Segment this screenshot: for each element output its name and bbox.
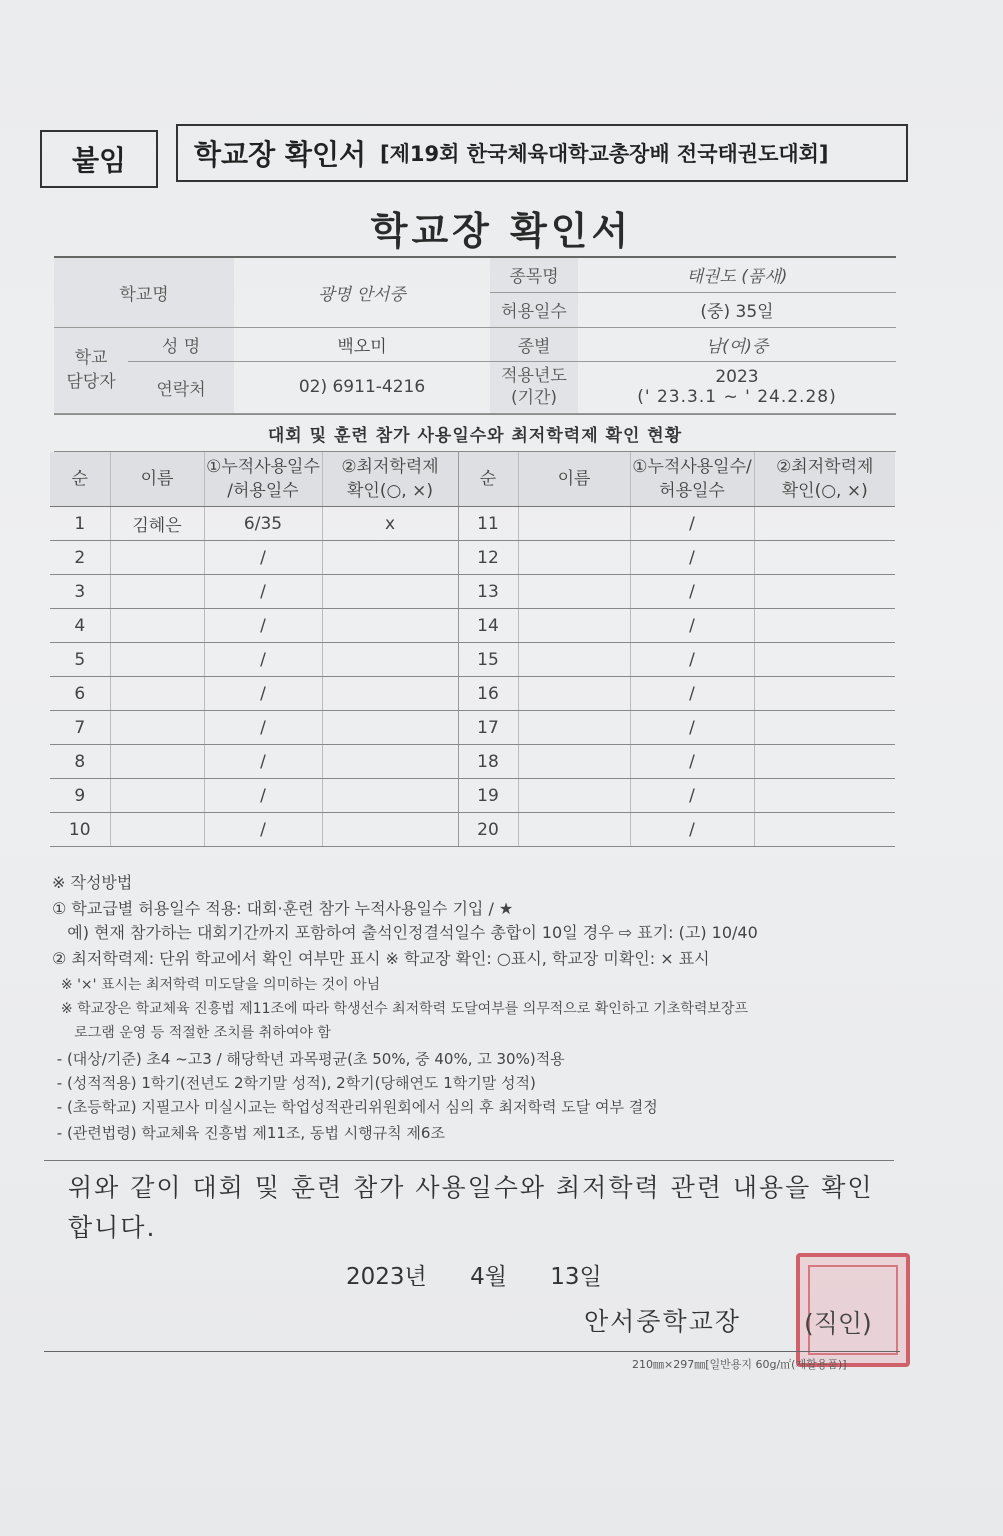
row-used-left: 6/35	[204, 507, 322, 541]
row-no-left: 6	[50, 677, 110, 711]
row-min-left	[322, 541, 458, 575]
row-name-left	[110, 711, 204, 745]
row-used-right: /	[630, 745, 754, 779]
year-value: 2023	[715, 367, 759, 387]
sign-date	[346, 1258, 638, 1291]
date-year: 2023년	[346, 1264, 427, 1290]
row-no-right: 18	[458, 745, 518, 779]
row-used-right: /	[630, 711, 754, 745]
row-no-left: 7	[50, 711, 110, 745]
note-line: ※ '×' 표시는 최저학력 미도달을 의미하는 것이 아님	[52, 977, 381, 993]
contact-value: 02) 6911-4216	[234, 361, 490, 413]
row-no-right: 11	[458, 507, 518, 541]
allowed-days-value: (중) 35일	[578, 292, 896, 327]
row-no-right: 19	[458, 779, 518, 813]
row-min-right	[754, 507, 895, 541]
row-used-left: /	[204, 745, 322, 779]
row-used-left: /	[204, 677, 322, 711]
col-no-left: 순	[50, 452, 110, 507]
year-cell	[578, 361, 896, 413]
col-no-right: 순	[458, 452, 518, 507]
row-name-left	[110, 575, 204, 609]
table-row	[50, 643, 895, 677]
row-used-right: /	[630, 541, 754, 575]
table-body	[50, 507, 895, 847]
row-no-right: 17	[458, 711, 518, 745]
row-used-left: /	[204, 813, 322, 847]
col-min-right: ②최저학력제 확인(○, ×)	[754, 452, 895, 507]
school-label: 학교명	[54, 257, 234, 327]
school-value: 광명 안서중	[234, 257, 490, 327]
row-min-right	[754, 779, 895, 813]
row-min-left	[322, 813, 458, 847]
row-min-right	[754, 813, 895, 847]
row-used-left: /	[204, 541, 322, 575]
row-used-left: /	[204, 711, 322, 745]
attachment-tag: 붙임	[40, 130, 158, 188]
row-min-left	[322, 779, 458, 813]
col-name-left: 이름	[110, 452, 204, 507]
row-used-left: /	[204, 575, 322, 609]
row-name-left	[110, 609, 204, 643]
row-used-right: /	[630, 575, 754, 609]
confirmation-statement: 위와 같이 대회 및 훈련 참가 사용일수와 최저학력 관련 내용을 확인합니다.	[68, 1173, 874, 1242]
row-name-left	[110, 813, 204, 847]
row-name-right	[518, 711, 630, 745]
row-no-left: 8	[50, 745, 110, 779]
row-name-right	[518, 643, 630, 677]
table-row	[50, 779, 895, 813]
sport-value: 태권도 (품새)	[578, 257, 896, 292]
table-row	[50, 711, 895, 745]
seal-label: (직인)	[804, 1309, 872, 1338]
divider-bottom	[44, 1351, 900, 1352]
row-name-right	[518, 541, 630, 575]
note-line: - (관련법령) 학교체육 진흥법 제11조, 동법 시행규칙 제6조	[52, 1124, 445, 1142]
row-min-right	[754, 711, 895, 745]
col-used-right: ①누적사용일수/ 허용일수	[630, 452, 754, 507]
row-no-right: 14	[458, 609, 518, 643]
period-value: (' 23.3.1 ~ ' 24.2.28)	[637, 387, 837, 407]
row-min-left	[322, 575, 458, 609]
event-name: [제19회 한국체육대학교총장배 전국태권도대회]	[380, 142, 829, 166]
row-used-left: /	[204, 779, 322, 813]
row-name-right	[518, 813, 630, 847]
row-min-right	[754, 575, 895, 609]
date-day: 13일	[550, 1264, 602, 1290]
signer-name: 안서중학교장	[584, 1307, 741, 1336]
table-row	[50, 813, 895, 847]
participation-table	[50, 452, 895, 847]
note-line: ※ 학교장은 학교체육 진흥법 제11조에 따라 학생선수 최저학력 도달여부를 의무적으로 확인하고 기초학력보장프	[52, 1001, 748, 1017]
note-line: - (성적적용) 1학기(전년도 2학기말 성적), 2학기(당해연도 1학기말 성적)	[52, 1074, 536, 1092]
row-no-left: 2	[50, 541, 110, 575]
allowed-days-label: 허용일수	[490, 292, 578, 327]
note-line: - (초등학교) 지필고사 미실시교는 학업성적관리위원회에서 심의 후 최저학력 도달 여부 결정	[52, 1098, 658, 1116]
row-no-left: 10	[50, 813, 110, 847]
row-no-left: 4	[50, 609, 110, 643]
row-used-right: /	[630, 643, 754, 677]
row-used-left: /	[204, 609, 322, 643]
gender-label: 종별	[490, 327, 578, 361]
row-name-right	[518, 575, 630, 609]
col-min-left: ②최저학력제 확인(○, ×)	[322, 452, 458, 507]
col-name-right: 이름	[518, 452, 630, 507]
header-title-box	[176, 124, 908, 182]
row-no-left: 3	[50, 575, 110, 609]
manager-label: 학교 담당자	[54, 327, 128, 413]
row-used-left: /	[204, 643, 322, 677]
table-row	[50, 677, 895, 711]
row-min-right	[754, 609, 895, 643]
row-min-left: x	[322, 507, 458, 541]
table-row	[50, 507, 895, 541]
gender-value: 남(여)중	[578, 327, 896, 361]
row-min-right	[754, 541, 895, 575]
row-no-left: 1	[50, 507, 110, 541]
row-name-right	[518, 779, 630, 813]
row-min-left	[322, 643, 458, 677]
header-title: 학교장 확인서	[194, 138, 367, 171]
table-row	[50, 541, 895, 575]
row-name-right	[518, 677, 630, 711]
name-value: 백오미	[234, 327, 490, 361]
row-name-left	[110, 779, 204, 813]
row-name-left: 김혜은	[110, 507, 204, 541]
row-name-left	[110, 745, 204, 779]
row-min-left	[322, 711, 458, 745]
note-line: ※ 작성방법	[52, 873, 133, 892]
row-name-left	[110, 643, 204, 677]
contact-label: 연락처	[128, 361, 234, 413]
table-row	[50, 745, 895, 779]
row-name-left	[110, 677, 204, 711]
row-no-left: 5	[50, 643, 110, 677]
row-min-left	[322, 745, 458, 779]
row-name-right	[518, 507, 630, 541]
row-used-right: /	[630, 507, 754, 541]
note-line: ② 최저학력제: 단위 학교에서 확인 여부만 표시 ※ 학교장 확인: ○표시, 학교장 미확인: × 표시	[52, 949, 710, 968]
table-header-row	[50, 452, 895, 507]
row-no-right: 12	[458, 541, 518, 575]
section-title: 대회 및 훈련 참가 사용일수와 최저학력제 확인 현황	[54, 414, 896, 452]
row-used-right: /	[630, 677, 754, 711]
row-min-right	[754, 643, 895, 677]
note-line: 로그램 운영 등 적절한 조치를 취하여야 함	[52, 1025, 331, 1041]
row-used-right: /	[630, 813, 754, 847]
row-no-right: 20	[458, 813, 518, 847]
paper-spec: 210㎜×297㎜[일반용지 60g/㎡(재활용품)]	[632, 1358, 847, 1371]
row-no-right: 13	[458, 575, 518, 609]
sport-label: 종목명	[490, 257, 578, 292]
table-row	[50, 609, 895, 643]
col-used-left: ①누적사용일수 /허용일수	[204, 452, 322, 507]
year-label: 적용년도 (기간)	[490, 361, 578, 413]
row-no-left: 9	[50, 779, 110, 813]
row-no-right: 15	[458, 643, 518, 677]
row-used-right: /	[630, 609, 754, 643]
row-min-right	[754, 677, 895, 711]
row-name-right	[518, 609, 630, 643]
row-name-right	[518, 745, 630, 779]
note-line: - (대상/기준) 초4 ~고3 / 해당학년 과목평균(초 50%, 중 40%, 고 30%)적용	[52, 1050, 565, 1068]
date-month: 4월	[470, 1264, 507, 1290]
row-min-left	[322, 609, 458, 643]
row-used-right: /	[630, 779, 754, 813]
table-row	[50, 575, 895, 609]
divider	[44, 1160, 894, 1161]
info-table	[54, 256, 896, 414]
row-name-left	[110, 541, 204, 575]
row-min-right	[754, 745, 895, 779]
document-title: 학교장 확인서	[370, 209, 633, 253]
note-line: ① 학교급별 허용일수 적용: 대회·훈련 참가 누적사용일수 기입 / ★	[52, 899, 514, 918]
note-line: 예) 현재 참가하는 대회기간까지 포함하여 출석인정결석일수 총합이 10일 경우 ⇨ 표기: (고) 10/40	[52, 923, 758, 942]
row-min-left	[322, 677, 458, 711]
name-label: 성 명	[128, 327, 234, 361]
row-no-right: 16	[458, 677, 518, 711]
